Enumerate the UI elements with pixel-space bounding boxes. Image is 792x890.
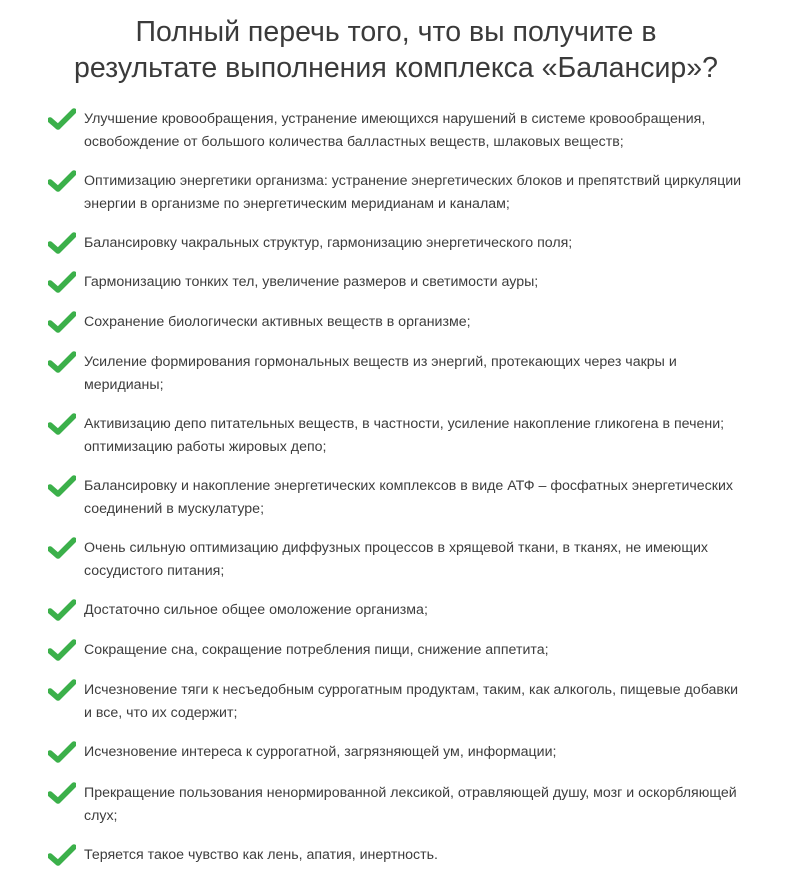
list-item-text: Исчезновение интереса к суррогатной, загрязняющей ум, информации;	[84, 744, 557, 760]
check-icon	[48, 844, 76, 866]
check-icon	[48, 311, 76, 333]
list-item-text: Исчезновение тяги к несъедобным суррогатным продуктам, таким, как алкоголь, пищевые добавки и все, что их содержит;	[84, 682, 739, 721]
page-title	[0, 14, 792, 86]
list-item-text: Гармонизацию тонких тел, увеличение размеров и светимости ауры;	[84, 274, 539, 290]
list-item-text: Балансировку чакральных структур, гармонизацию энергетического поля;	[84, 235, 573, 251]
list-item-text: Улучшение кровообращения, устранение имеющихся нарушений в системе кровообращения, освобождение от большого количества балластных веществ, шлаковых веществ;	[84, 111, 706, 150]
list-item-text: Сокращение сна, сокращение потребления пищи, снижение аппетита;	[84, 642, 549, 658]
page-title-line-2: результате выполнения комплекса «Балансир»?	[74, 52, 718, 84]
check-icon	[48, 351, 76, 373]
check-icon	[48, 170, 76, 192]
check-icon	[48, 741, 76, 763]
check-icon	[48, 782, 76, 804]
check-icon	[48, 271, 76, 293]
page-title-line-1: Полный перечь того, что вы получите в	[135, 16, 657, 48]
check-icon	[48, 232, 76, 254]
list-item-text: Очень сильную оптимизацию диффузных процессов в хрящевой ткани, в тканях, не имеющих сосудистого питания;	[84, 540, 709, 579]
list-item-text: Балансировку и накопление энергетических комплексов в виде АТФ – фосфатных энергетических соединений в мускулатуре;	[84, 478, 733, 517]
list-item-text: Активизацию депо питательных веществ, в частности, усиление накопление гликогена в печени; оптимизацию работы жировых депо;	[84, 416, 725, 455]
check-icon	[48, 537, 76, 559]
check-icon	[48, 639, 76, 661]
list-item-text: Оптимизацию энергетики организма: устранение энергетических блоков и препятствий циркуляции энергии в организме по энергетическим меридианам и каналам;	[84, 173, 742, 212]
list-item-text: Прекращение пользования ненормированной лексикой, отравляющей душу, мозг и оскорбляющей слух;	[84, 785, 737, 824]
check-icon	[48, 108, 76, 130]
check-icon	[48, 599, 76, 621]
check-icon	[48, 679, 76, 701]
check-icon	[48, 475, 76, 497]
list-item-text: Теряется такое чувство как лень, апатия, инертность.	[84, 847, 438, 863]
list-item-text: Достаточно сильное общее омоложение организма;	[84, 602, 428, 618]
list-item-text: Усиление формирования гормональных веществ из энергий, протекающих через чакры и меридианы;	[84, 354, 677, 393]
list-item-text: Сохранение биологически активных веществ в организме;	[84, 314, 471, 330]
check-icon	[48, 413, 76, 435]
